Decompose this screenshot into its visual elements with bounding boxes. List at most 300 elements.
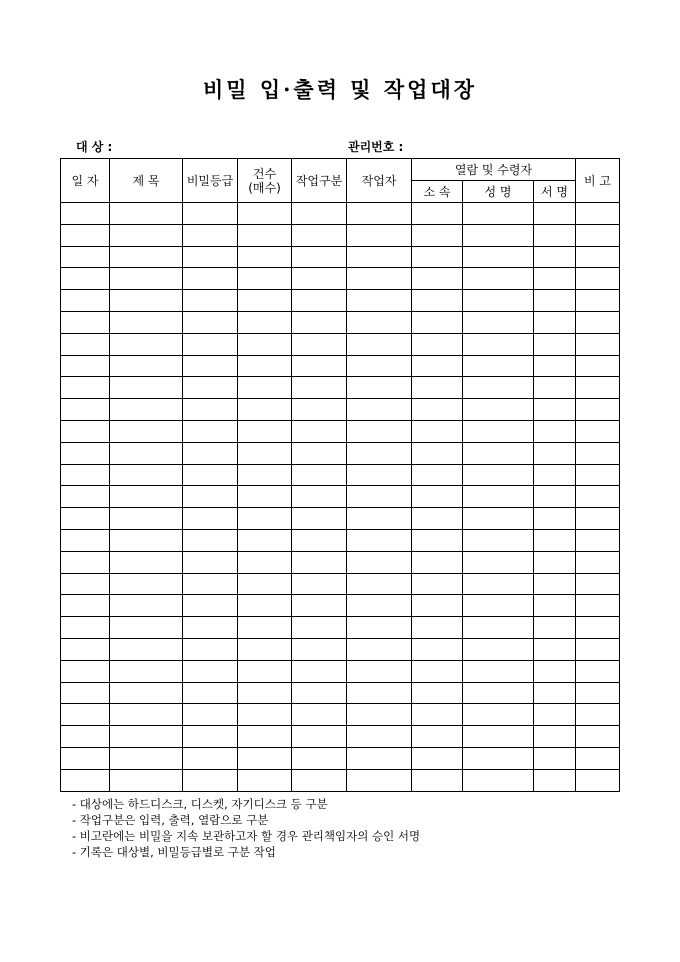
signature-cell[interactable] [534, 420, 576, 442]
worker-cell[interactable] [347, 551, 412, 573]
remarks-cell[interactable] [576, 203, 620, 225]
work-type-cell[interactable] [292, 311, 347, 333]
subject-cell[interactable] [110, 355, 183, 377]
affiliation-cell[interactable] [412, 224, 463, 246]
header-worker: 작업자 [347, 159, 412, 203]
grade-cell[interactable] [183, 203, 238, 225]
count-cell[interactable] [238, 682, 292, 704]
name-cell[interactable] [463, 704, 534, 726]
table-row [61, 464, 620, 486]
work-type-cell[interactable] [292, 769, 347, 791]
remarks-cell[interactable] [576, 246, 620, 268]
work-type-cell[interactable] [292, 355, 347, 377]
name-cell[interactable] [463, 595, 534, 617]
table-row [61, 726, 620, 748]
worker-cell[interactable] [347, 268, 412, 290]
remarks-cell[interactable] [576, 617, 620, 639]
date-cell[interactable] [61, 333, 110, 355]
worker-cell[interactable] [347, 769, 412, 791]
grade-cell[interactable] [183, 769, 238, 791]
remarks-cell[interactable] [576, 573, 620, 595]
work-type-cell[interactable] [292, 464, 347, 486]
remarks-cell[interactable] [576, 399, 620, 421]
worker-cell[interactable] [347, 290, 412, 312]
work-type-cell[interactable] [292, 551, 347, 573]
name-cell[interactable] [463, 311, 534, 333]
grade-cell[interactable] [183, 224, 238, 246]
affiliation-cell[interactable] [412, 529, 463, 551]
work-type-cell[interactable] [292, 660, 347, 682]
affiliation-cell[interactable] [412, 268, 463, 290]
date-cell[interactable] [61, 290, 110, 312]
work-type-cell[interactable] [292, 704, 347, 726]
signature-cell[interactable] [534, 333, 576, 355]
remarks-cell[interactable] [576, 290, 620, 312]
date-cell[interactable] [61, 660, 110, 682]
grade-cell[interactable] [183, 638, 238, 660]
affiliation-cell[interactable] [412, 660, 463, 682]
grade-cell[interactable] [183, 420, 238, 442]
work-type-cell[interactable] [292, 682, 347, 704]
signature-cell[interactable] [534, 442, 576, 464]
affiliation-cell[interactable] [412, 551, 463, 573]
subject-cell[interactable] [110, 529, 183, 551]
subject-cell[interactable] [110, 399, 183, 421]
name-cell[interactable] [463, 355, 534, 377]
date-cell[interactable] [61, 464, 110, 486]
count-cell[interactable] [238, 551, 292, 573]
table-row [61, 529, 620, 551]
name-cell[interactable] [463, 399, 534, 421]
grade-cell[interactable] [183, 595, 238, 617]
work-type-cell[interactable] [292, 203, 347, 225]
subject-cell[interactable] [110, 617, 183, 639]
affiliation-cell[interactable] [412, 333, 463, 355]
subject-cell[interactable] [110, 660, 183, 682]
note-item: - 대상에는 하드디스크, 디스켓, 자기디스크 등 구분 [72, 797, 328, 811]
count-cell[interactable] [238, 573, 292, 595]
work-type-cell[interactable] [292, 442, 347, 464]
count-cell[interactable] [238, 290, 292, 312]
worker-cell[interactable] [347, 420, 412, 442]
grade-cell[interactable] [183, 508, 238, 530]
header-count [238, 159, 292, 203]
name-cell[interactable] [463, 529, 534, 551]
subject-cell[interactable] [110, 551, 183, 573]
remarks-cell[interactable] [576, 333, 620, 355]
name-cell[interactable] [463, 726, 534, 748]
work-type-cell[interactable] [292, 508, 347, 530]
signature-cell[interactable] [534, 508, 576, 530]
subject-cell[interactable] [110, 268, 183, 290]
date-cell[interactable] [61, 377, 110, 399]
subject-cell[interactable] [110, 224, 183, 246]
signature-cell[interactable] [534, 246, 576, 268]
name-cell[interactable] [463, 290, 534, 312]
count-cell[interactable] [238, 224, 292, 246]
table-row [61, 224, 620, 246]
signature-cell[interactable] [534, 747, 576, 769]
affiliation-cell[interactable] [412, 573, 463, 595]
table-row [61, 203, 620, 225]
date-cell[interactable] [61, 399, 110, 421]
count-cell[interactable] [238, 464, 292, 486]
table-row [61, 769, 620, 791]
remarks-cell[interactable] [576, 508, 620, 530]
date-cell[interactable] [61, 355, 110, 377]
work-type-cell[interactable] [292, 268, 347, 290]
ledger-body [61, 203, 620, 792]
subject-cell[interactable] [110, 203, 183, 225]
count-cell[interactable] [238, 311, 292, 333]
worker-cell[interactable] [347, 595, 412, 617]
subject-cell[interactable] [110, 704, 183, 726]
worker-cell[interactable] [347, 573, 412, 595]
subject-cell[interactable] [110, 377, 183, 399]
signature-cell[interactable] [534, 464, 576, 486]
signature-cell[interactable] [534, 551, 576, 573]
worker-cell[interactable] [347, 747, 412, 769]
work-type-cell[interactable] [292, 246, 347, 268]
date-cell[interactable] [61, 551, 110, 573]
header-signature: 서 명 [534, 181, 576, 203]
count-cell[interactable] [238, 747, 292, 769]
date-cell[interactable] [61, 769, 110, 791]
date-cell[interactable] [61, 726, 110, 748]
grade-cell[interactable] [183, 333, 238, 355]
signature-cell[interactable] [534, 769, 576, 791]
grade-cell[interactable] [183, 704, 238, 726]
subject-cell[interactable] [110, 682, 183, 704]
signature-cell[interactable] [534, 529, 576, 551]
signature-cell[interactable] [534, 290, 576, 312]
count-cell[interactable] [238, 617, 292, 639]
grade-cell[interactable] [183, 246, 238, 268]
remarks-cell[interactable] [576, 682, 620, 704]
count-cell[interactable] [238, 508, 292, 530]
date-cell[interactable] [61, 508, 110, 530]
subject-cell[interactable] [110, 442, 183, 464]
table-row [61, 551, 620, 573]
notes [72, 796, 420, 860]
remarks-cell[interactable] [576, 377, 620, 399]
signature-cell[interactable] [534, 224, 576, 246]
work-type-cell[interactable] [292, 333, 347, 355]
remarks-cell[interactable] [576, 268, 620, 290]
signature-cell[interactable] [534, 268, 576, 290]
count-cell[interactable] [238, 726, 292, 748]
name-cell[interactable] [463, 682, 534, 704]
affiliation-cell[interactable] [412, 203, 463, 225]
grade-cell[interactable] [183, 311, 238, 333]
affiliation-cell[interactable] [412, 704, 463, 726]
note-item: - 비고란에는 비밀을 지속 보관하고자 할 경우 관리책임자의 승인 서명 [72, 829, 421, 843]
worker-cell[interactable] [347, 682, 412, 704]
work-type-cell[interactable] [292, 747, 347, 769]
grade-cell[interactable] [183, 268, 238, 290]
remarks-cell[interactable] [576, 311, 620, 333]
date-cell[interactable] [61, 747, 110, 769]
worker-cell[interactable] [347, 726, 412, 748]
worker-cell[interactable] [347, 442, 412, 464]
worker-cell[interactable] [347, 508, 412, 530]
grade-cell[interactable] [183, 290, 238, 312]
remarks-cell[interactable] [576, 595, 620, 617]
table-row [61, 617, 620, 639]
signature-cell[interactable] [534, 573, 576, 595]
signature-cell[interactable] [534, 682, 576, 704]
count-cell[interactable] [238, 333, 292, 355]
affiliation-cell[interactable] [412, 486, 463, 508]
remarks-cell[interactable] [576, 726, 620, 748]
subject-cell[interactable] [110, 290, 183, 312]
signature-cell[interactable] [534, 355, 576, 377]
affiliation-cell[interactable] [412, 290, 463, 312]
grade-cell[interactable] [183, 726, 238, 748]
name-cell[interactable] [463, 551, 534, 573]
name-cell[interactable] [463, 224, 534, 246]
affiliation-cell[interactable] [412, 399, 463, 421]
remarks-cell[interactable] [576, 551, 620, 573]
remarks-cell[interactable] [576, 704, 620, 726]
grade-cell[interactable] [183, 442, 238, 464]
date-cell[interactable] [61, 617, 110, 639]
date-cell[interactable] [61, 638, 110, 660]
name-cell[interactable] [463, 747, 534, 769]
grade-cell[interactable] [183, 529, 238, 551]
header-classification-grade: 비밀등급 [183, 159, 238, 203]
affiliation-cell[interactable] [412, 595, 463, 617]
table-row [61, 333, 620, 355]
date-cell[interactable] [61, 442, 110, 464]
affiliation-cell[interactable] [412, 638, 463, 660]
table-row [61, 311, 620, 333]
grade-cell[interactable] [183, 551, 238, 573]
header-reader-group: 열람 및 수령자 [412, 159, 576, 181]
name-cell[interactable] [463, 203, 534, 225]
affiliation-cell[interactable] [412, 377, 463, 399]
date-cell[interactable] [61, 486, 110, 508]
subject-cell[interactable] [110, 246, 183, 268]
work-type-cell[interactable] [292, 399, 347, 421]
table-row [61, 747, 620, 769]
table-row [61, 704, 620, 726]
remarks-cell[interactable] [576, 464, 620, 486]
subject-cell[interactable] [110, 726, 183, 748]
name-cell[interactable] [463, 573, 534, 595]
remarks-cell[interactable] [576, 747, 620, 769]
date-cell[interactable] [61, 246, 110, 268]
header-name: 성 명 [463, 181, 534, 203]
worker-cell[interactable] [347, 617, 412, 639]
grade-cell[interactable] [183, 486, 238, 508]
table-row [61, 268, 620, 290]
table-row [61, 508, 620, 530]
subject-cell[interactable] [110, 573, 183, 595]
header-subject: 제 목 [110, 159, 183, 203]
header-count-line1: 건수 [252, 166, 277, 181]
name-cell[interactable] [463, 246, 534, 268]
subject-cell[interactable] [110, 311, 183, 333]
affiliation-cell[interactable] [412, 617, 463, 639]
name-cell[interactable] [463, 268, 534, 290]
work-type-cell[interactable] [292, 573, 347, 595]
affiliation-cell[interactable] [412, 682, 463, 704]
subject-cell[interactable] [110, 595, 183, 617]
grade-cell[interactable] [183, 573, 238, 595]
remarks-cell[interactable] [576, 355, 620, 377]
count-cell[interactable] [238, 638, 292, 660]
affiliation-cell[interactable] [412, 726, 463, 748]
work-type-cell[interactable] [292, 377, 347, 399]
grade-cell[interactable] [183, 682, 238, 704]
date-cell[interactable] [61, 529, 110, 551]
signature-cell[interactable] [534, 486, 576, 508]
name-cell[interactable] [463, 617, 534, 639]
date-cell[interactable] [61, 595, 110, 617]
affiliation-cell[interactable] [412, 747, 463, 769]
grade-cell[interactable] [183, 660, 238, 682]
worker-cell[interactable] [347, 529, 412, 551]
remarks-cell[interactable] [576, 638, 620, 660]
worker-cell[interactable] [347, 464, 412, 486]
worker-cell[interactable] [347, 355, 412, 377]
worker-cell[interactable] [347, 638, 412, 660]
work-type-cell[interactable] [292, 529, 347, 551]
remarks-cell[interactable] [576, 660, 620, 682]
subject-cell[interactable] [110, 508, 183, 530]
count-cell[interactable] [238, 246, 292, 268]
date-cell[interactable] [61, 224, 110, 246]
affiliation-cell[interactable] [412, 442, 463, 464]
affiliation-cell[interactable] [412, 355, 463, 377]
count-cell[interactable] [238, 268, 292, 290]
worker-cell[interactable] [347, 224, 412, 246]
name-cell[interactable] [463, 660, 534, 682]
date-cell[interactable] [61, 311, 110, 333]
worker-cell[interactable] [347, 246, 412, 268]
date-cell[interactable] [61, 420, 110, 442]
remarks-cell[interactable] [576, 769, 620, 791]
affiliation-cell[interactable] [412, 246, 463, 268]
name-cell[interactable] [463, 638, 534, 660]
work-type-cell[interactable] [292, 638, 347, 660]
name-cell[interactable] [463, 769, 534, 791]
date-cell[interactable] [61, 203, 110, 225]
signature-cell[interactable] [534, 704, 576, 726]
work-type-cell[interactable] [292, 617, 347, 639]
worker-cell[interactable] [347, 399, 412, 421]
affiliation-cell[interactable] [412, 769, 463, 791]
work-type-cell[interactable] [292, 420, 347, 442]
work-type-cell[interactable] [292, 224, 347, 246]
worker-cell[interactable] [347, 704, 412, 726]
signature-cell[interactable] [534, 311, 576, 333]
worker-cell[interactable] [347, 333, 412, 355]
name-cell[interactable] [463, 464, 534, 486]
name-cell[interactable] [463, 333, 534, 355]
affiliation-cell[interactable] [412, 311, 463, 333]
name-cell[interactable] [463, 486, 534, 508]
remarks-cell[interactable] [576, 420, 620, 442]
signature-cell[interactable] [534, 377, 576, 399]
signature-cell[interactable] [534, 399, 576, 421]
work-type-cell[interactable] [292, 726, 347, 748]
remarks-cell[interactable] [576, 442, 620, 464]
grade-cell[interactable] [183, 617, 238, 639]
count-cell[interactable] [238, 529, 292, 551]
date-cell[interactable] [61, 682, 110, 704]
name-cell[interactable] [463, 508, 534, 530]
remarks-cell[interactable] [576, 486, 620, 508]
work-type-cell[interactable] [292, 290, 347, 312]
worker-cell[interactable] [347, 486, 412, 508]
signature-cell[interactable] [534, 638, 576, 660]
signature-cell[interactable] [534, 660, 576, 682]
grade-cell[interactable] [183, 355, 238, 377]
date-cell[interactable] [61, 268, 110, 290]
remarks-cell[interactable] [576, 224, 620, 246]
count-cell[interactable] [238, 420, 292, 442]
worker-cell[interactable] [347, 203, 412, 225]
work-type-cell[interactable] [292, 486, 347, 508]
name-cell[interactable] [463, 420, 534, 442]
affiliation-cell[interactable] [412, 464, 463, 486]
table-row [61, 486, 620, 508]
count-cell[interactable] [238, 595, 292, 617]
signature-cell[interactable] [534, 203, 576, 225]
count-cell[interactable] [238, 769, 292, 791]
count-cell[interactable] [238, 399, 292, 421]
signature-cell[interactable] [534, 595, 576, 617]
subject-cell[interactable] [110, 333, 183, 355]
subject-cell[interactable] [110, 638, 183, 660]
subject-cell[interactable] [110, 420, 183, 442]
work-type-cell[interactable] [292, 595, 347, 617]
remarks-cell[interactable] [576, 529, 620, 551]
grade-cell[interactable] [183, 464, 238, 486]
grade-cell[interactable] [183, 747, 238, 769]
count-cell[interactable] [238, 442, 292, 464]
worker-cell[interactable] [347, 660, 412, 682]
worker-cell[interactable] [347, 311, 412, 333]
header-count-line2: (매수) [248, 180, 281, 195]
count-cell[interactable] [238, 377, 292, 399]
date-cell[interactable] [61, 573, 110, 595]
signature-cell[interactable] [534, 617, 576, 639]
worker-cell[interactable] [347, 377, 412, 399]
grade-cell[interactable] [183, 399, 238, 421]
subject-cell[interactable] [110, 747, 183, 769]
name-cell[interactable] [463, 377, 534, 399]
name-cell[interactable] [463, 442, 534, 464]
subject-cell[interactable] [110, 486, 183, 508]
table-row [61, 290, 620, 312]
table-row [61, 377, 620, 399]
date-cell[interactable] [61, 704, 110, 726]
affiliation-cell[interactable] [412, 420, 463, 442]
count-cell[interactable] [238, 660, 292, 682]
count-cell[interactable] [238, 486, 292, 508]
count-cell[interactable] [238, 704, 292, 726]
signature-cell[interactable] [534, 726, 576, 748]
affiliation-cell[interactable] [412, 508, 463, 530]
count-cell[interactable] [238, 203, 292, 225]
count-cell[interactable] [238, 355, 292, 377]
subject-cell[interactable] [110, 769, 183, 791]
subject-cell[interactable] [110, 464, 183, 486]
grade-cell[interactable] [183, 377, 238, 399]
